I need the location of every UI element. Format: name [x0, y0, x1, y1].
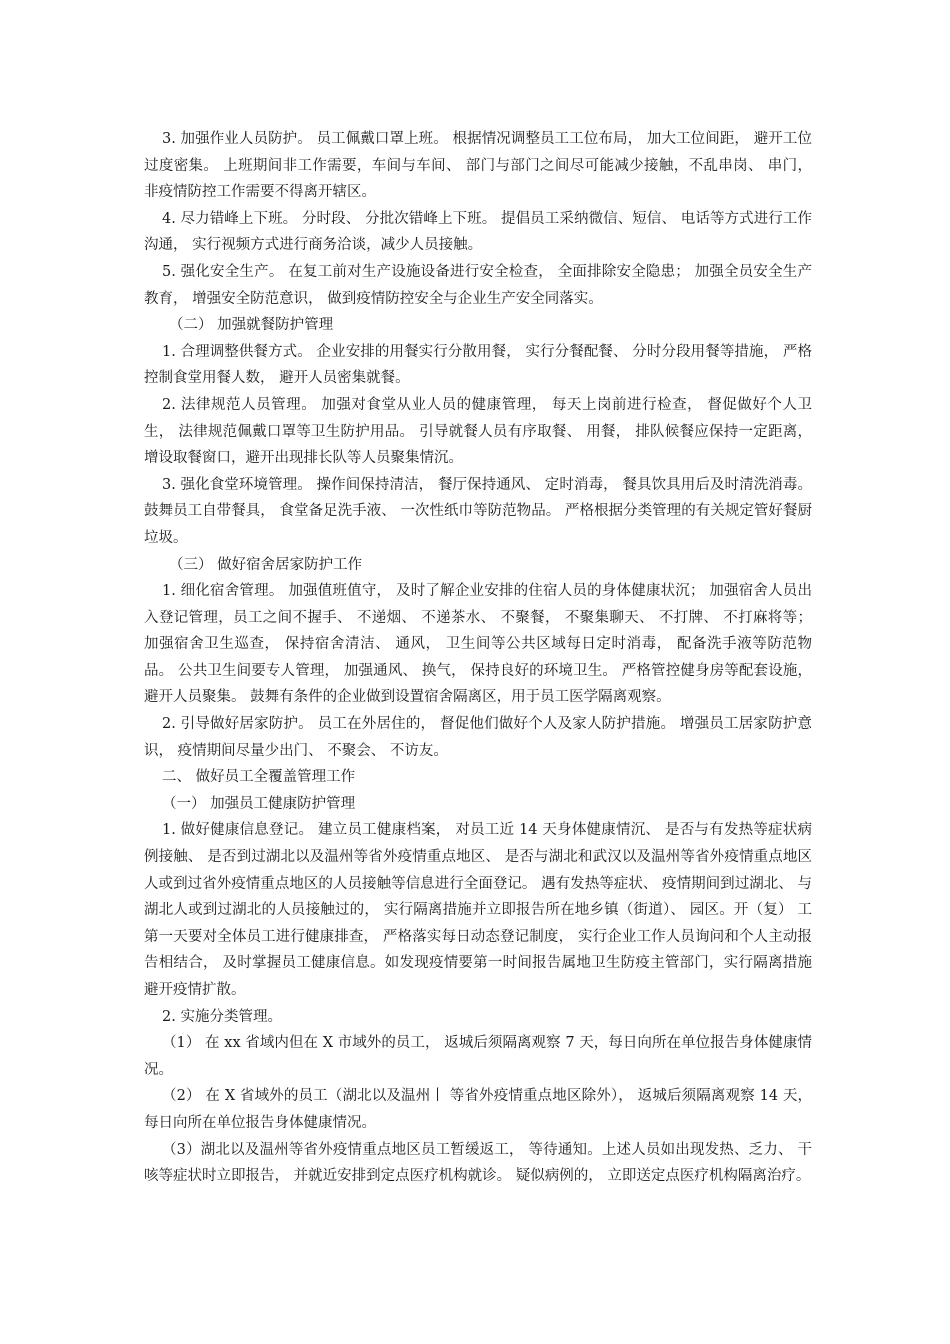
- paragraph: 3. 强化食堂环境管理。 操作间保持清洁， 餐厅保持通风、 定时消毒， 餐具饮具用后及时清洗消毒。 鼓舞员工自带餐具， 食堂备足洗手液、 一次性纸巾等防范物品。 严格根据分类管理的有关规定管好餐厨垃圾。: [144, 476, 812, 546]
- paragraph: 4. 尽力错峰上下班。 分时段、 分批次错峰上下班。 提倡员工采纳微信、短信、 电话等方式进行工作沟通， 实行视频方式进行商务洽谈，减少人员接触。: [144, 210, 812, 254]
- paragraph: 5. 强化安全生产。 在复工前对生产设施设备进行安全检查， 全面排除安全隐患； 加强全员安全生产教育， 增强安全防范意识， 做到疫情防控安全与企业生产安全同落实。: [144, 263, 812, 307]
- paragraph: 2. 实施分类管理。: [162, 1008, 282, 1025]
- paragraph: 1. 做好健康信息登记。 建立员工健康档案， 对员工近 14 天身体健康情沉、 是否与有发热等症状病例接触、 是否到过湖北以及温州等省外疫情重点地区、 是否与湖北和武汉以及温州等省外疫情重点地区人或到过省外疫情重点地区的人员接触等信息进行全面登记。 遇有发热等症状、 疫情期间到过湖北、 与湖北人或到过湖北的人员接触过的， 实行隔离措施并立即报告所在地乡镇（街道）、 园区。开（复） 工第一天要对全体员工进行健康排查， 严格落实每日动态登记制度， 实行企业工作人员询问和个人主动报告相结合， 及时掌握员工健康信息。如发现疫情要第一时间报告属地卫生防疫主管部门，实行隔离措施避开疫情扩散。: [144, 822, 812, 998]
- paragraph: 1. 细化宿舍管理。 加强值班值守， 及时了解企业安排的住宿人员的身体健康状沉； 加强宿舍人员出入登记管理，员工之间不握手、 不递烟、 不递茶水、 不聚餐， 不聚集聊天、 不打牌、 不打麻将等； 加强宿舍卫生巡查， 保持宿舍清洁、 通风， 卫生间等公共区域每日定时消毒， 配备洗手液等防范物品。 公共卫生间要专人管理， 加强通风、 换气， 保持良好的环境卫生。 严格管控健身房等配套设施， 避开人员聚集。 鼓舞有条件的企业做到设置宿舍隔离区，用于员工医学隔离观察。: [144, 583, 812, 706]
- section-heading: （一） 加强员工健康防护管理: [162, 795, 356, 812]
- document-body: [144, 126, 812, 1190]
- paragraph: 2. 引导做好居家防护。 员工在外居住的， 督促他们做好个人及家人防护措施。 增强员工居家防护意识， 疫情期间尽量少出门、 不聚会、 不访友。: [144, 716, 812, 759]
- paragraph: 2. 法律规范人员管理。 加强对食堂从业人员的健康管理， 每天上岗前进行检查， 督促做好个人卫生， 法律规范佩戴口罩等卫生防护用品。 引导就餐人员有序取餐、 用餐， 排队候餐应保持一定距离， 增设取餐窗口，避开出现排长队等人员聚集情沉。: [144, 396, 812, 467]
- paragraph: 1. 合理调整供餐方式。 企业安排的用餐实行分散用餐， 实行分餐配餐、 分时分段用餐等措施， 严格控制食堂用餐人数， 避开人员密集就餐。: [144, 343, 812, 387]
- section-heading: （三） 做好宿舍居家防护工作: [169, 556, 363, 573]
- paragraph: （3）湖北以及温州等省外疫情重点地区员工暂缓返工， 等待通知。上述人员如出现发热、乏力、 干咳等症状时立即报告， 并就近安排到定点医疗机构就诊。 疑似病例的， 立即送定点医疗机构隔离治疗。: [144, 1141, 812, 1185]
- section-heading: （二） 加强就餐防护管理: [169, 317, 334, 334]
- paragraph: （1） 在 xx 省域内但在 X 市域外的员工， 返城后须隔离观察 7 天，每日向所在单位报告身体健康情况。: [144, 1035, 812, 1078]
- chapter-heading: 二、 做好员工全覆盖管理工作: [162, 769, 356, 786]
- paragraph: （2） 在 X 省域外的员工（湖北以及温州丨 等省外疫情重点地区除外）， 返城后须隔离观察 14 天， 每日向所在单位报告身体健康情况。: [144, 1088, 812, 1131]
- paragraph: 3. 加强作业人员防护。 员工佩戴口罩上班。 根据情况调整员工工位布局， 加大工位间距， 避开工位过度密集。 上班期间非工作需要，车间与车间、 部门与部门之间尽可能减少接触，不乱串岗、 串门， 非疫情防控工作需要不得离开辖区。: [144, 131, 812, 201]
